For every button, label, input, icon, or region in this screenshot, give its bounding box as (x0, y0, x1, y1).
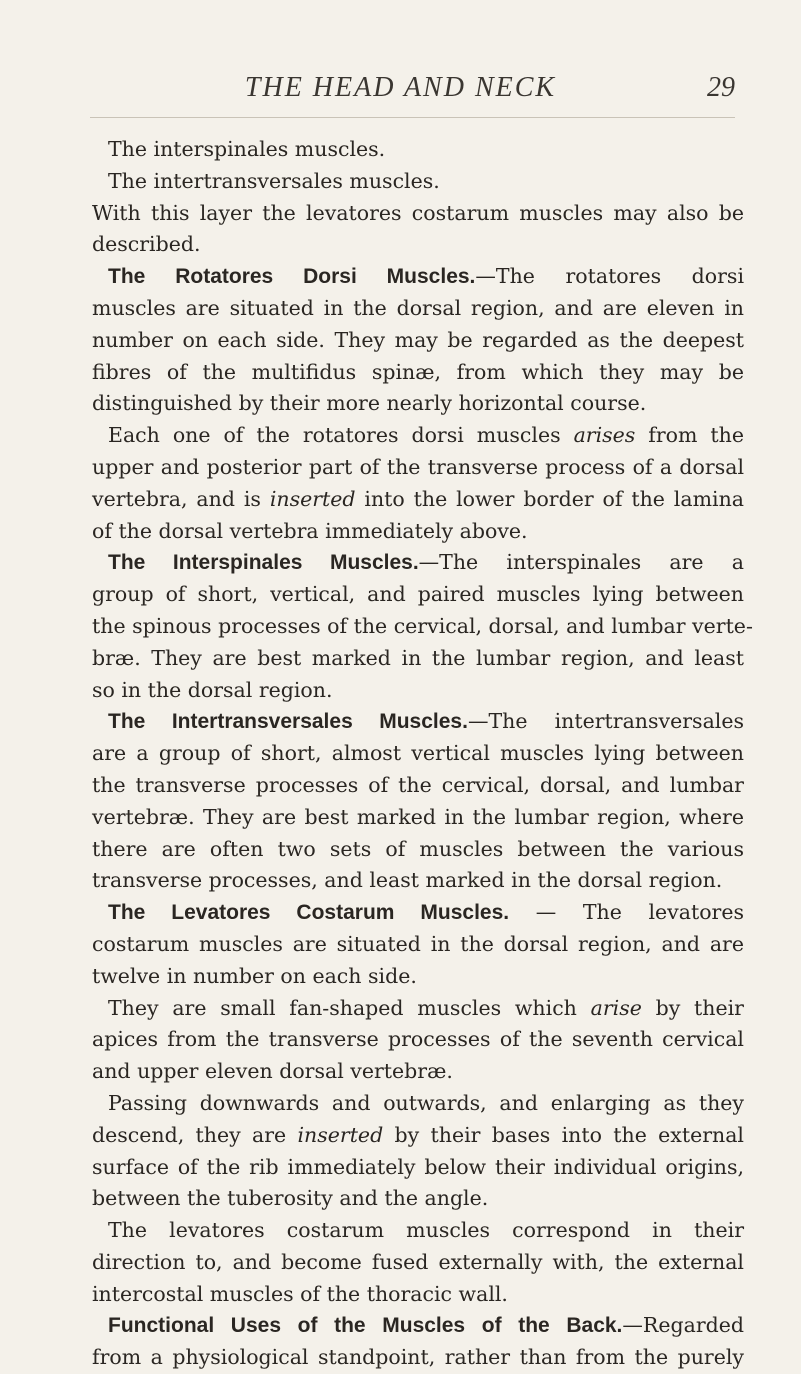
text-line: The interspinales muscles. (108, 137, 386, 161)
text-line: there are often two sets of muscles between the various (92, 836, 744, 861)
text-line: distinguished by their more nearly horizontal course. (92, 391, 647, 416)
text-line (92, 420, 744, 452)
text-line: from a physiological standpoint, rather than from the purely (92, 1345, 744, 1370)
body-text (92, 134, 753, 1374)
text-run: by their (641, 995, 744, 1020)
text-line: apices from the transverse processes of the seventh cervical (92, 1027, 744, 1052)
text-line: intercostal muscles of the thoracic wall. (92, 1281, 508, 1306)
text-line: surface of the rib immediately below their individual origins, (92, 1154, 744, 1179)
text-line: The levatores costarum muscles correspond in their (108, 1218, 744, 1243)
text-line: muscles are situated in the dorsal region, and are eleven in (92, 295, 744, 320)
heading-functional-uses: Functional Uses of the Muscles of the Back. (108, 1314, 623, 1338)
heading-intertransversales: The Intertransversales Muscles. (108, 710, 468, 734)
text-line: The intertransversales muscles. (108, 168, 440, 193)
text-line: and upper eleven dorsal vertebræ. (92, 1059, 453, 1084)
section-intertransversales (92, 706, 744, 738)
text-run: —The interspinales are a (418, 550, 744, 575)
text-run: — The levatores (509, 900, 744, 925)
italic-term: arise (590, 995, 642, 1020)
text-line: fibres of the multifidus spinæ, from which they may be (92, 359, 744, 384)
text-line: With this layer the levatores costarum muscles may also be (92, 200, 744, 225)
text-run: descend, they are (92, 1122, 298, 1147)
header-rule (90, 117, 735, 118)
text-line (92, 484, 744, 516)
page-number: 29 (707, 72, 735, 103)
running-head (0, 72, 801, 112)
text-line: direction to, and become fused externally with, the external (92, 1249, 744, 1274)
text-line: between the tuberosity and the angle. (92, 1186, 489, 1211)
text-line: Passing downwards and outwards, and enlarging as they (108, 1090, 744, 1115)
italic-term: arises (573, 423, 636, 448)
text-line (92, 993, 744, 1025)
running-title: THE HEAD AND NECK (244, 72, 557, 103)
text-run: Each one of the rotatores dorsi muscles (108, 423, 574, 448)
text-line: vertebræ. They are best marked in the lumbar region, where (92, 804, 744, 829)
section-functional-uses (92, 1310, 744, 1342)
text-line: costarum muscles are situated in the dorsal region, and are (92, 931, 744, 956)
text-line: so in the dorsal region. (92, 677, 333, 702)
text-line: twelve in number on each side. (92, 963, 417, 988)
text-line: described. (92, 232, 201, 257)
text-run: —The intertransversales (467, 709, 744, 734)
text-line: the transverse processes of the cervical, dorsal, and lumbar (92, 772, 744, 797)
heading-interspinales: The Interspinales Muscles. (108, 551, 419, 575)
text-line: of the dorsal vertebra immediately above. (92, 518, 528, 543)
text-run: by their bases into the external (383, 1122, 744, 1147)
text-run: —The rotatores dorsi (475, 264, 744, 289)
text-line: are a group of short, almost vertical muscles lying between (92, 741, 744, 766)
text-run: They are small fan-shaped muscles which (108, 995, 591, 1020)
text-line: transverse processes, and least marked in the dorsal region. (92, 868, 723, 893)
text-line: bræ. They are best marked in the lumbar region, and least (92, 645, 744, 670)
text-line: number on each side. They may be regarded as the deepest (92, 327, 744, 352)
section-levatores (92, 897, 744, 929)
text-line (92, 1120, 744, 1152)
text-run: —Regarded (622, 1313, 744, 1338)
italic-term: inserted (297, 1122, 384, 1147)
text-line: group of short, vertical, and paired muscles lying between (92, 582, 744, 607)
text-line: the spinous processes of the cervical, dorsal, and lumbar verte- (92, 613, 753, 638)
section-rotatores (92, 261, 744, 293)
heading-rotatores-dorsi: The Rotatores Dorsi Muscles. (108, 265, 476, 289)
text-run: into the lower border of the lamina (355, 486, 744, 511)
text-run: from the (635, 423, 744, 448)
italic-term: inserted (269, 486, 356, 511)
text-line: upper and posterior part of the transverse process of a dorsal (92, 454, 744, 479)
section-interspinales (92, 547, 744, 579)
heading-levatores-costarum: The Levatores Costarum Muscles. (108, 901, 510, 925)
text-run: vertebra, and is (92, 486, 270, 511)
